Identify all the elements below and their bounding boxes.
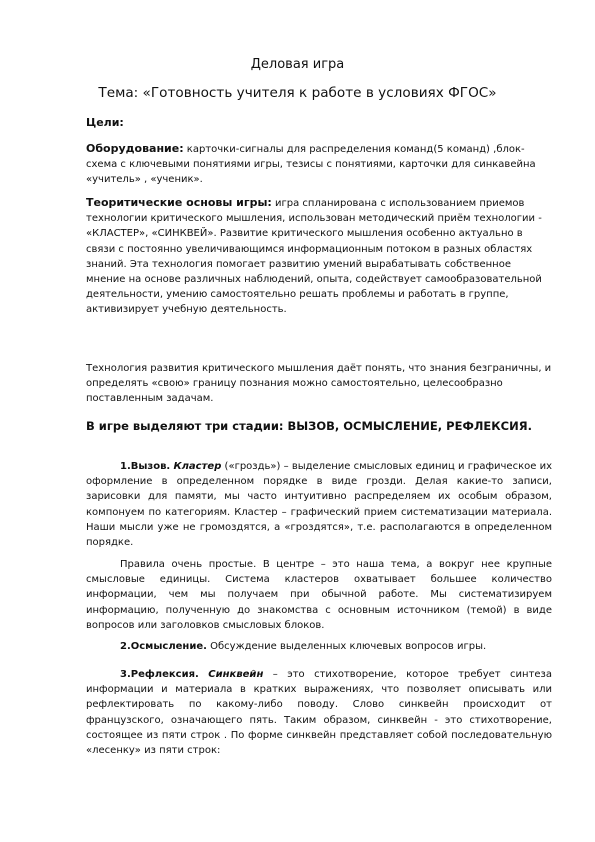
goals-label: Цели: (86, 116, 124, 129)
stage3-paragraph (86, 667, 552, 758)
stage1-paragraph (86, 459, 552, 550)
stage2-text: Обсуждение выделенных ключевых вопросов игры. (206, 641, 487, 652)
theory-text: игра спланирована с использованием приемов технологии критического мышления, использован методический приём технологии - «КЛАСТЕР», «СИНКВЕЙ». Развитие критического мышления особенно актуально в связи с постоянно увеличивающимся информационным потоком в разных областях знаний. Эта технология помогает развитию умений вырабатывать собственное мнение на основе различных наблюдений, опыта, содействует самообразовательной деятельности, умению самостоятельно решать проблемы и работать в группе, активизирует учебную деятельность. (86, 198, 542, 316)
stage1-label: 1.Вызов. (120, 461, 171, 472)
stage2-paragraph (86, 639, 552, 654)
topic-heading: Тема: «Готовность учителя к работе в условиях ФГОС» (98, 85, 497, 101)
stage3-text: – это стихотворение, которое требует синтеза информации и материала в кратких выражениях, что позволяет описывать или рефлектировать по какому-либо поводу. Слово синквейн происходит от французского, означающего пять. Таким образом, синквейн - это стихотворение, состоящее из пяти строк . По форме синквейн представляет собой последовательную «лесенку» из пяти строк: (86, 669, 552, 757)
equipment-text: карточки-сигналы для распределения команд(5 команд) ,блок-схема с ключевыми понятиями игры, тезисы с понятиями, карточки для синкавейна «учитель» , «ученик». (86, 144, 536, 186)
stages-heading: В игре выделяют три стадии: ВЫЗОВ, ОСМЫСЛЕНИЕ, РЕФЛЕКСИЯ. (86, 419, 532, 433)
stage1-term: Кластер (173, 461, 222, 472)
stage3-label: 3.Рефлексия. (120, 669, 199, 680)
stage1-text: («гроздь») – выделение смысловых единиц и графическое их оформление в определенном порядке в виде грозди. Делая какие-то записи, зарисовки для памяти, мы часто интуитивно распределяем их особым образом, компонуем по категориям. Кластер – графический прием систематизации материала. Наши мысли уже не громоздятся, а «гроздятся», т.е. располагаются в определенном порядке. (86, 461, 552, 549)
equipment-paragraph (86, 141, 552, 188)
stage3-term: Синквейн (208, 669, 264, 680)
theory-paragraph (86, 195, 552, 318)
technology-paragraph: Технология развития критического мышления даёт понять, что знания безграничны, и определять «свою» границу познания можно самостоятельно, целесообразно поставленным задачам. (86, 363, 552, 405)
equipment-label: Оборудование: (86, 142, 184, 155)
theory-label: Теоритические основы игры: (86, 196, 272, 209)
page-title: Деловая игра (250, 57, 345, 72)
rules-paragraph: Правила очень простые. В центре – это наша тема, а вокруг нее крупные смысловые единицы. Система кластеров охватывает большее количество информации, чем мы получаем при обычной работе. Мы систематизируем информацию, полученную до знакомства с основным источником (темой) в виде вопросов или заголовков смысловых блоков. (86, 559, 552, 631)
stage2-label: 2.Осмысление. (120, 641, 207, 652)
goals-label-line (86, 115, 552, 131)
